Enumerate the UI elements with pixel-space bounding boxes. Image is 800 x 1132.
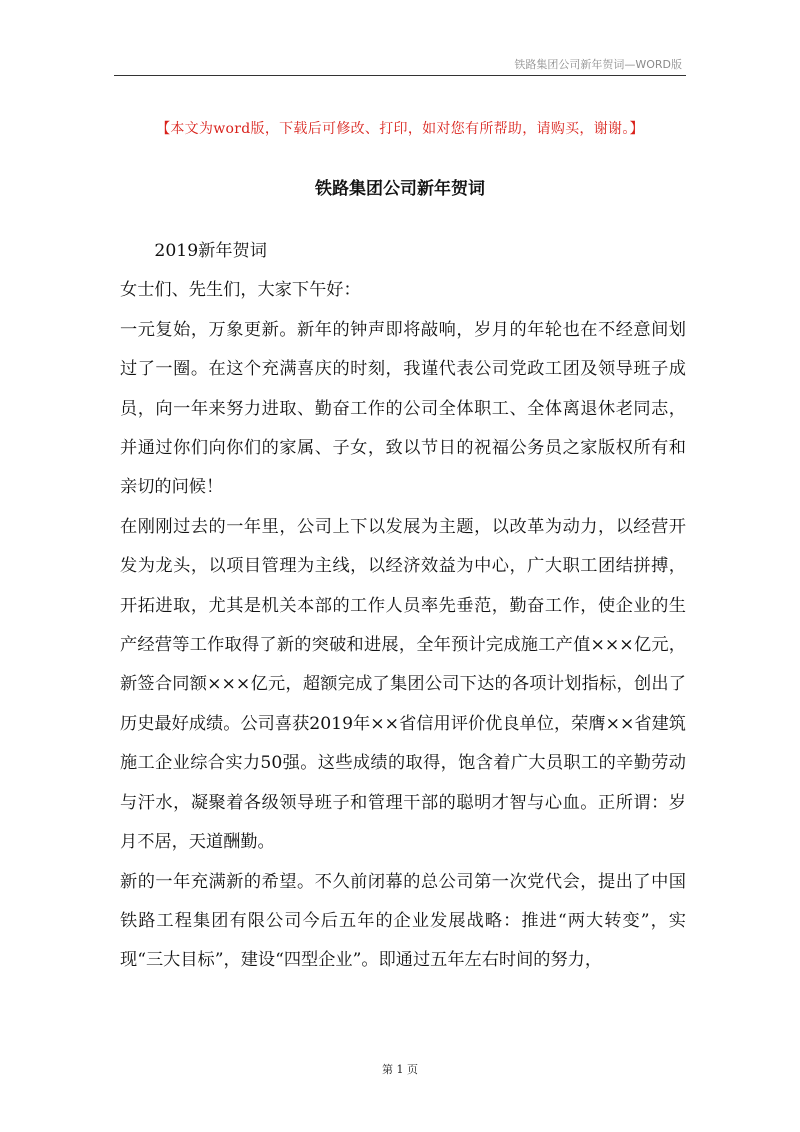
body-paragraph-3: 新的一年充满新的希望。不久前闭幕的总公司第一次党代会，提出了中国铁路工程集团有限公司今后五年的企业发展战略：推进“两大转变”，实现“三大目标”，建设“四型企业”。即通过五年左右时间的努力，: [120, 871, 686, 971]
header-divider: [114, 75, 686, 76]
body-paragraph-1: 一元复始，万象更新。新年的钟声即将敲响，岁月的年轮也在不经意间划过了一圈。在这个充满喜庆的时刻，我谨代表公司党政工团及领导班子成员，向一年来努力进取、勤奋工作的公司全体职工、全体离退休老同志，并通过你们向你们的家属、子女，致以节日的祝福公务员之家版权所有和亲切的问候！: [120, 319, 686, 498]
download-notice: 【本文为word版，下载后可修改、打印，如对您有所帮助，请购买，谢谢。】: [156, 121, 644, 137]
document-body: [120, 232, 686, 981]
body-paragraph-2: 在刚刚过去的一年里，公司上下以发展为主题，以改革为动力，以经营开发为龙头，以项目管理为主线，以经济效益为中心，广大职工团结拼搏，开拓进取，尤其是机关本部的工作人员率先垂范，勤奋工作，使企业的生产经营等工作取得了新的突破和进展，全年预计完成施工产值×××亿元，新签合同额×××亿元，超额完成了集团公司下达的各项计划指标，创出了历史最好成绩。公司喜获2019年××省信用评价优良单位，荣膺××省建筑施工企业综合实力50强。这些成绩的取得，饱含着广大员职工的辛勤劳动与汗水，凝聚着各级领导班子和管理干部的聪明才智与心血。正所谓：岁月不居，天道酬勤。: [120, 516, 686, 853]
document-title: 铁路集团公司新年贺词: [315, 179, 485, 199]
page-header-text: 铁路集团公司新年贺词—WORD版: [514, 58, 682, 71]
subtitle-paragraph: 2019新年贺词: [154, 241, 267, 261]
greeting-paragraph: 女士们、先生们，大家下午好：: [120, 280, 361, 301]
page-number: 第 1 页: [382, 1063, 418, 1076]
